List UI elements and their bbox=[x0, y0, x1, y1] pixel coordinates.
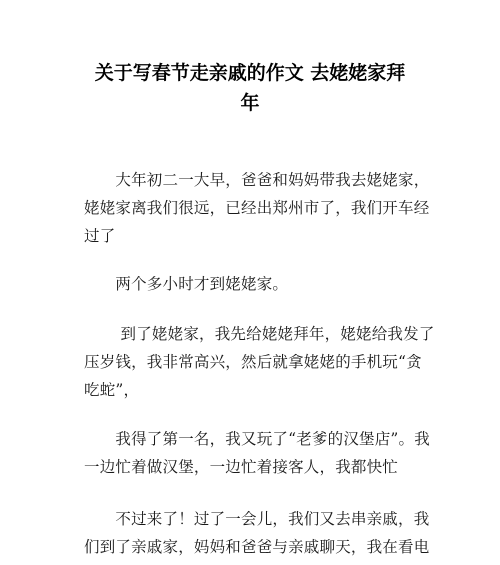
paragraph-3 bbox=[84, 320, 434, 404]
paragraph-3-line-3: 吃蛇”， bbox=[84, 381, 140, 399]
paragraph-1-line-1: 大年初二一大早，爸爸和妈妈带我去姥姥家， bbox=[84, 171, 430, 189]
paragraph-1-line-2: 姥姥家离我们很远，已经出郑州市了，我们开车经 bbox=[84, 199, 430, 217]
paragraph-4-line-1: 我得了第一名，我又玩了“老爹的汉堡店”。我 bbox=[84, 430, 430, 448]
paragraph-5-line-2: 们到了亲戚家，妈妈和爸爸与亲戚聊天，我在看电 bbox=[84, 538, 430, 556]
paragraph-2-line-1: 两个多小时才到姥姥家。 bbox=[84, 275, 289, 293]
paragraph-1 bbox=[84, 166, 434, 250]
document-title bbox=[60, 58, 440, 118]
paragraph-4 bbox=[84, 425, 434, 481]
paragraph-5 bbox=[84, 505, 434, 561]
title-line-2: 年 bbox=[240, 92, 260, 114]
paragraph-4-line-2: 一边忙着做汉堡，一边忙着接客人，我都快忙 bbox=[84, 458, 399, 476]
paragraph-1-line-3: 过了 bbox=[84, 227, 116, 245]
paragraph-5-line-1: 不过来了！过了一会儿，我们又去串亲戚，我 bbox=[84, 510, 430, 528]
paragraph-3-line-1: 到了姥姥家，我先给姥姥拜年，姥姥给我发了 bbox=[84, 325, 435, 343]
paragraph-2 bbox=[84, 270, 434, 298]
title-line-1: 关于写春节走亲戚的作文 去姥姥家拜 bbox=[94, 62, 406, 84]
paragraph-3-line-2: 压岁钱，我非常高兴，然后就拿姥姥的手机玩“贪 bbox=[84, 353, 422, 371]
